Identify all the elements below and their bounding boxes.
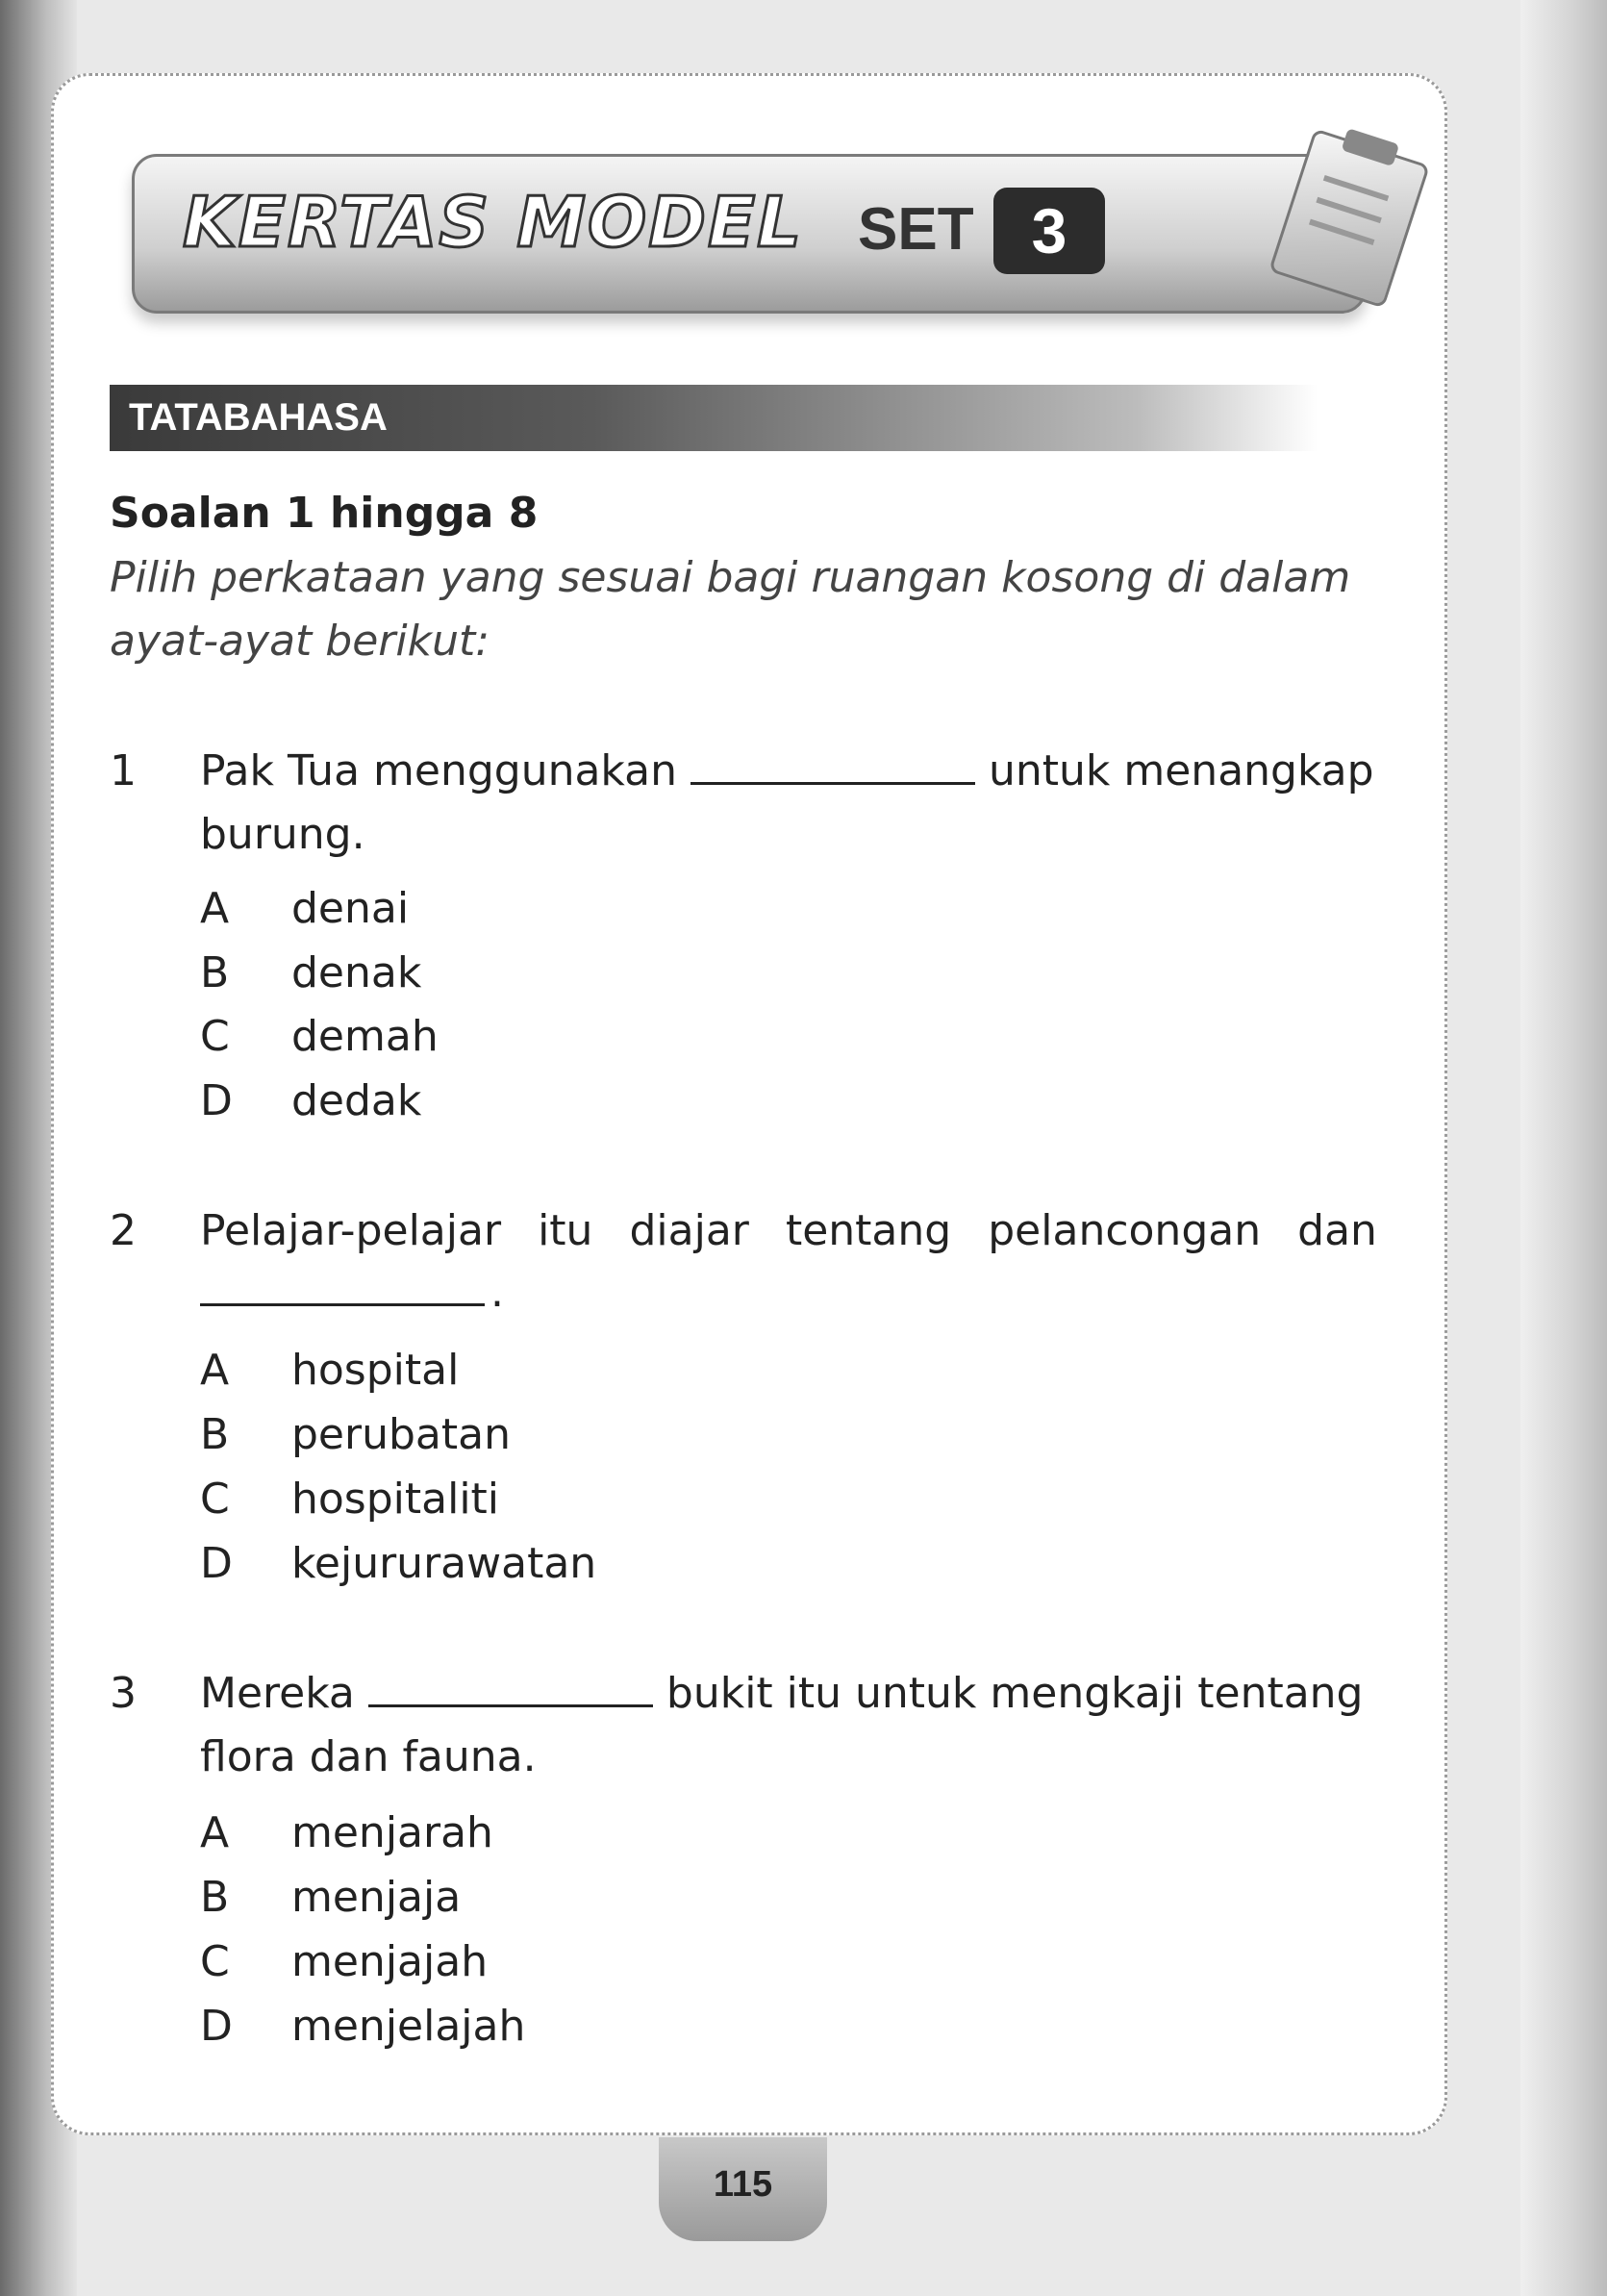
question-text-line2 <box>200 1268 504 1317</box>
option-letter: C <box>200 1012 230 1061</box>
option-letter: B <box>200 948 230 997</box>
option-letter: B <box>200 1410 230 1459</box>
option-letter: B <box>200 1873 230 1922</box>
option-text[interactable]: menjaja <box>291 1873 462 1922</box>
option-letter: C <box>200 1475 230 1524</box>
question-text-after: untuk menangkap <box>989 746 1374 795</box>
question-text-line2: burung. <box>200 810 365 859</box>
option-text[interactable]: menjarah <box>291 1808 493 1857</box>
section-header <box>110 385 1318 451</box>
option-text[interactable]: menjelajah <box>291 2002 526 2051</box>
option-text[interactable]: demah <box>291 1012 439 1061</box>
question-text-after: bukit itu untuk mengkaji tentang <box>665 1669 1364 1718</box>
word: tentang <box>785 1206 952 1255</box>
option-text[interactable]: denai <box>291 884 410 933</box>
question-number: 1 <box>110 746 137 795</box>
option-letter: D <box>200 1076 233 1125</box>
word: diajar <box>629 1206 749 1255</box>
word: Pelajar-pelajar <box>200 1206 502 1255</box>
question-number: 3 <box>110 1669 137 1718</box>
answer-blank <box>368 1704 653 1707</box>
page-number-tab <box>659 2137 827 2241</box>
section-title: TATABAHASA <box>129 396 388 439</box>
option-text[interactable]: perubatan <box>291 1410 511 1459</box>
page-number: 115 <box>713 2164 773 2205</box>
page-edge <box>1520 0 1607 2296</box>
set-number-badge: 3 <box>993 188 1105 274</box>
question-text-before: Pak Tua menggunakan <box>200 746 677 795</box>
option-letter: D <box>200 1539 233 1588</box>
banner-title: KERTAS MODEL <box>183 182 804 263</box>
option-text[interactable]: hospital <box>291 1346 460 1395</box>
word: pelancongan <box>988 1206 1262 1255</box>
instructions-heading: Soalan 1 hingga 8 <box>110 489 539 538</box>
question-number: 2 <box>110 1206 137 1255</box>
question-text <box>200 746 1374 795</box>
instructions-text-2: ayat-ayat berikut: <box>110 617 490 666</box>
question-text <box>200 1206 1377 1255</box>
option-letter: A <box>200 1346 230 1395</box>
question-text-before: Mereka <box>200 1669 355 1718</box>
option-text[interactable]: kejururawatan <box>291 1539 597 1588</box>
option-letter: A <box>200 884 230 933</box>
set-label: SET <box>858 196 974 263</box>
answer-blank <box>200 1303 485 1306</box>
question-text-line2: flora dan fauna. <box>200 1732 537 1781</box>
word: dan <box>1297 1206 1377 1255</box>
option-text[interactable]: menjajah <box>291 1937 489 1986</box>
word: itu <box>538 1206 593 1255</box>
page-card <box>51 73 1447 2135</box>
question-text <box>200 1669 1364 1718</box>
option-text[interactable]: hospitaliti <box>291 1475 500 1524</box>
option-letter: D <box>200 2002 233 2051</box>
option-letter: A <box>200 1808 230 1857</box>
answer-blank <box>691 782 975 785</box>
option-text[interactable]: denak <box>291 948 422 997</box>
option-letter: C <box>200 1937 230 1986</box>
period: . <box>490 1268 504 1317</box>
title-banner <box>132 154 1367 314</box>
option-text[interactable]: dedak <box>291 1076 422 1125</box>
instructions-text-1: Pilih perkataan yang sesuai bagi ruangan kosong di dalam <box>110 553 1351 602</box>
